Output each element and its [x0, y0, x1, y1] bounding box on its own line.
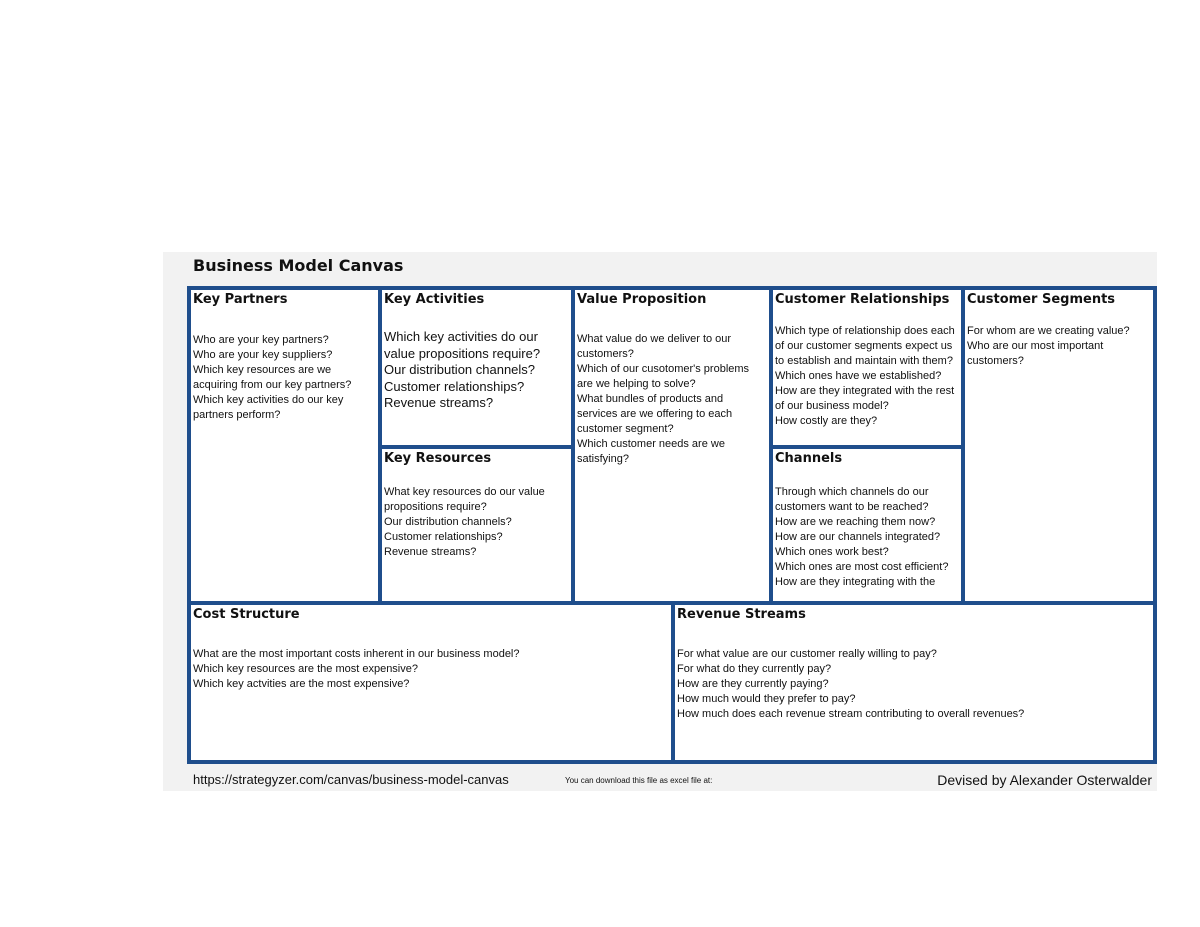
list-item: Our distribution channels? [384, 362, 536, 377]
customer-segments-box [961, 286, 1157, 605]
value-proposition-heading: Value Proposition [577, 292, 707, 307]
cost-structure-text [193, 647, 663, 692]
key-resources-box [378, 445, 575, 605]
list-item: Who are your key partners? [193, 334, 329, 346]
list-item: How are they integrating with the [775, 576, 936, 588]
list-item: Which ones are most cost efficient? [775, 561, 949, 573]
key-partners-heading: Key Partners [193, 292, 288, 307]
list-item: What key resources do our value propositions require? [384, 486, 545, 513]
page-title: Business Model Canvas [193, 256, 404, 275]
list-item: For what do they currently pay? [677, 663, 832, 675]
list-item: Revenue streams? [384, 546, 477, 558]
key-resources-heading: Key Resources [384, 451, 492, 466]
list-item: Which of our cusotomer's problems are we helping to solve? [577, 363, 750, 390]
list-item: For what value are our customer really willing to pay? [677, 648, 937, 660]
channels-text [775, 485, 959, 590]
list-item: Which key resources are we acquiring from our key partners? [193, 364, 352, 391]
cost-structure-box [187, 601, 675, 764]
list-item: Which type of relationship does each of our customer segments expect us to establish and maintain with them? [775, 325, 955, 367]
key-activities-text [384, 329, 564, 412]
list-item: What are the most important costs inherent in our business model? [193, 648, 520, 660]
list-item: Our distribution channels? [384, 516, 512, 528]
customer-segments-text [967, 324, 1147, 369]
key-resources-text [384, 485, 562, 560]
customer-relationships-box [769, 286, 965, 449]
source-link[interactable]: https://strategyzer.com/canvas/business-model-canvas [193, 772, 509, 787]
list-item: How much would they prefer to pay? [677, 693, 856, 705]
download-note: You can download this file as excel file at: [565, 776, 713, 785]
revenue-streams-heading: Revenue Streams [677, 607, 806, 622]
list-item: Which key actvities are the most expensive? [193, 678, 410, 690]
list-item: What bundles of products and services are we offering to each customer segment? [577, 393, 733, 435]
list-item: Customer relationships? [384, 378, 525, 394]
channels-heading: Channels [775, 451, 843, 466]
list-item: Which ones have we established? [775, 370, 942, 382]
customer-relationships-text [775, 324, 961, 429]
list-item: What value do we deliver to our customers? [577, 333, 732, 360]
list-item: Through which channels do our customers want to be reached? [775, 486, 929, 513]
value-proposition-box [571, 286, 773, 605]
key-activities-box [378, 286, 575, 449]
cost-structure-heading: Cost Structure [193, 607, 300, 622]
key-partners-box [187, 286, 382, 605]
list-item: How costly are they? [775, 415, 878, 427]
revenue-streams-text [677, 647, 1147, 722]
list-item: Customer relationships? [384, 531, 503, 543]
author-credit: Devised by Alexander Osterwalder [937, 772, 1152, 788]
list-item: Which key activities do our value propositions require? [384, 329, 541, 361]
key-partners-text [193, 333, 365, 423]
customer-segments-heading: Customer Segments [967, 292, 1116, 307]
list-item: How are they currently paying? [677, 678, 829, 690]
value-proposition-text [577, 332, 765, 467]
customer-relationships-heading: Customer Relationships [775, 292, 950, 307]
list-item: Revenue streams? [384, 395, 494, 410]
channels-box [769, 445, 965, 605]
list-item: How much does each revenue stream contributing to overall revenues? [677, 708, 1025, 720]
key-activities-heading: Key Activities [384, 292, 485, 307]
list-item: Who are our most important customers? [967, 340, 1104, 367]
list-item: Who are your key suppliers? [193, 349, 333, 361]
list-item: Which key resources are the most expensive? [193, 663, 418, 675]
list-item: How are our channels integrated? [775, 531, 941, 543]
list-item: Which ones work best? [775, 546, 889, 558]
list-item: For whom are we creating value? [967, 325, 1130, 337]
list-item: Which key activities do our key partners perform? [193, 394, 344, 421]
list-item: How are they integrated with the rest of our business model? [775, 385, 955, 412]
list-item: Which customer needs are we satisfying? [577, 438, 725, 465]
list-item: How are we reaching them now? [775, 516, 936, 528]
revenue-streams-box [671, 601, 1157, 764]
